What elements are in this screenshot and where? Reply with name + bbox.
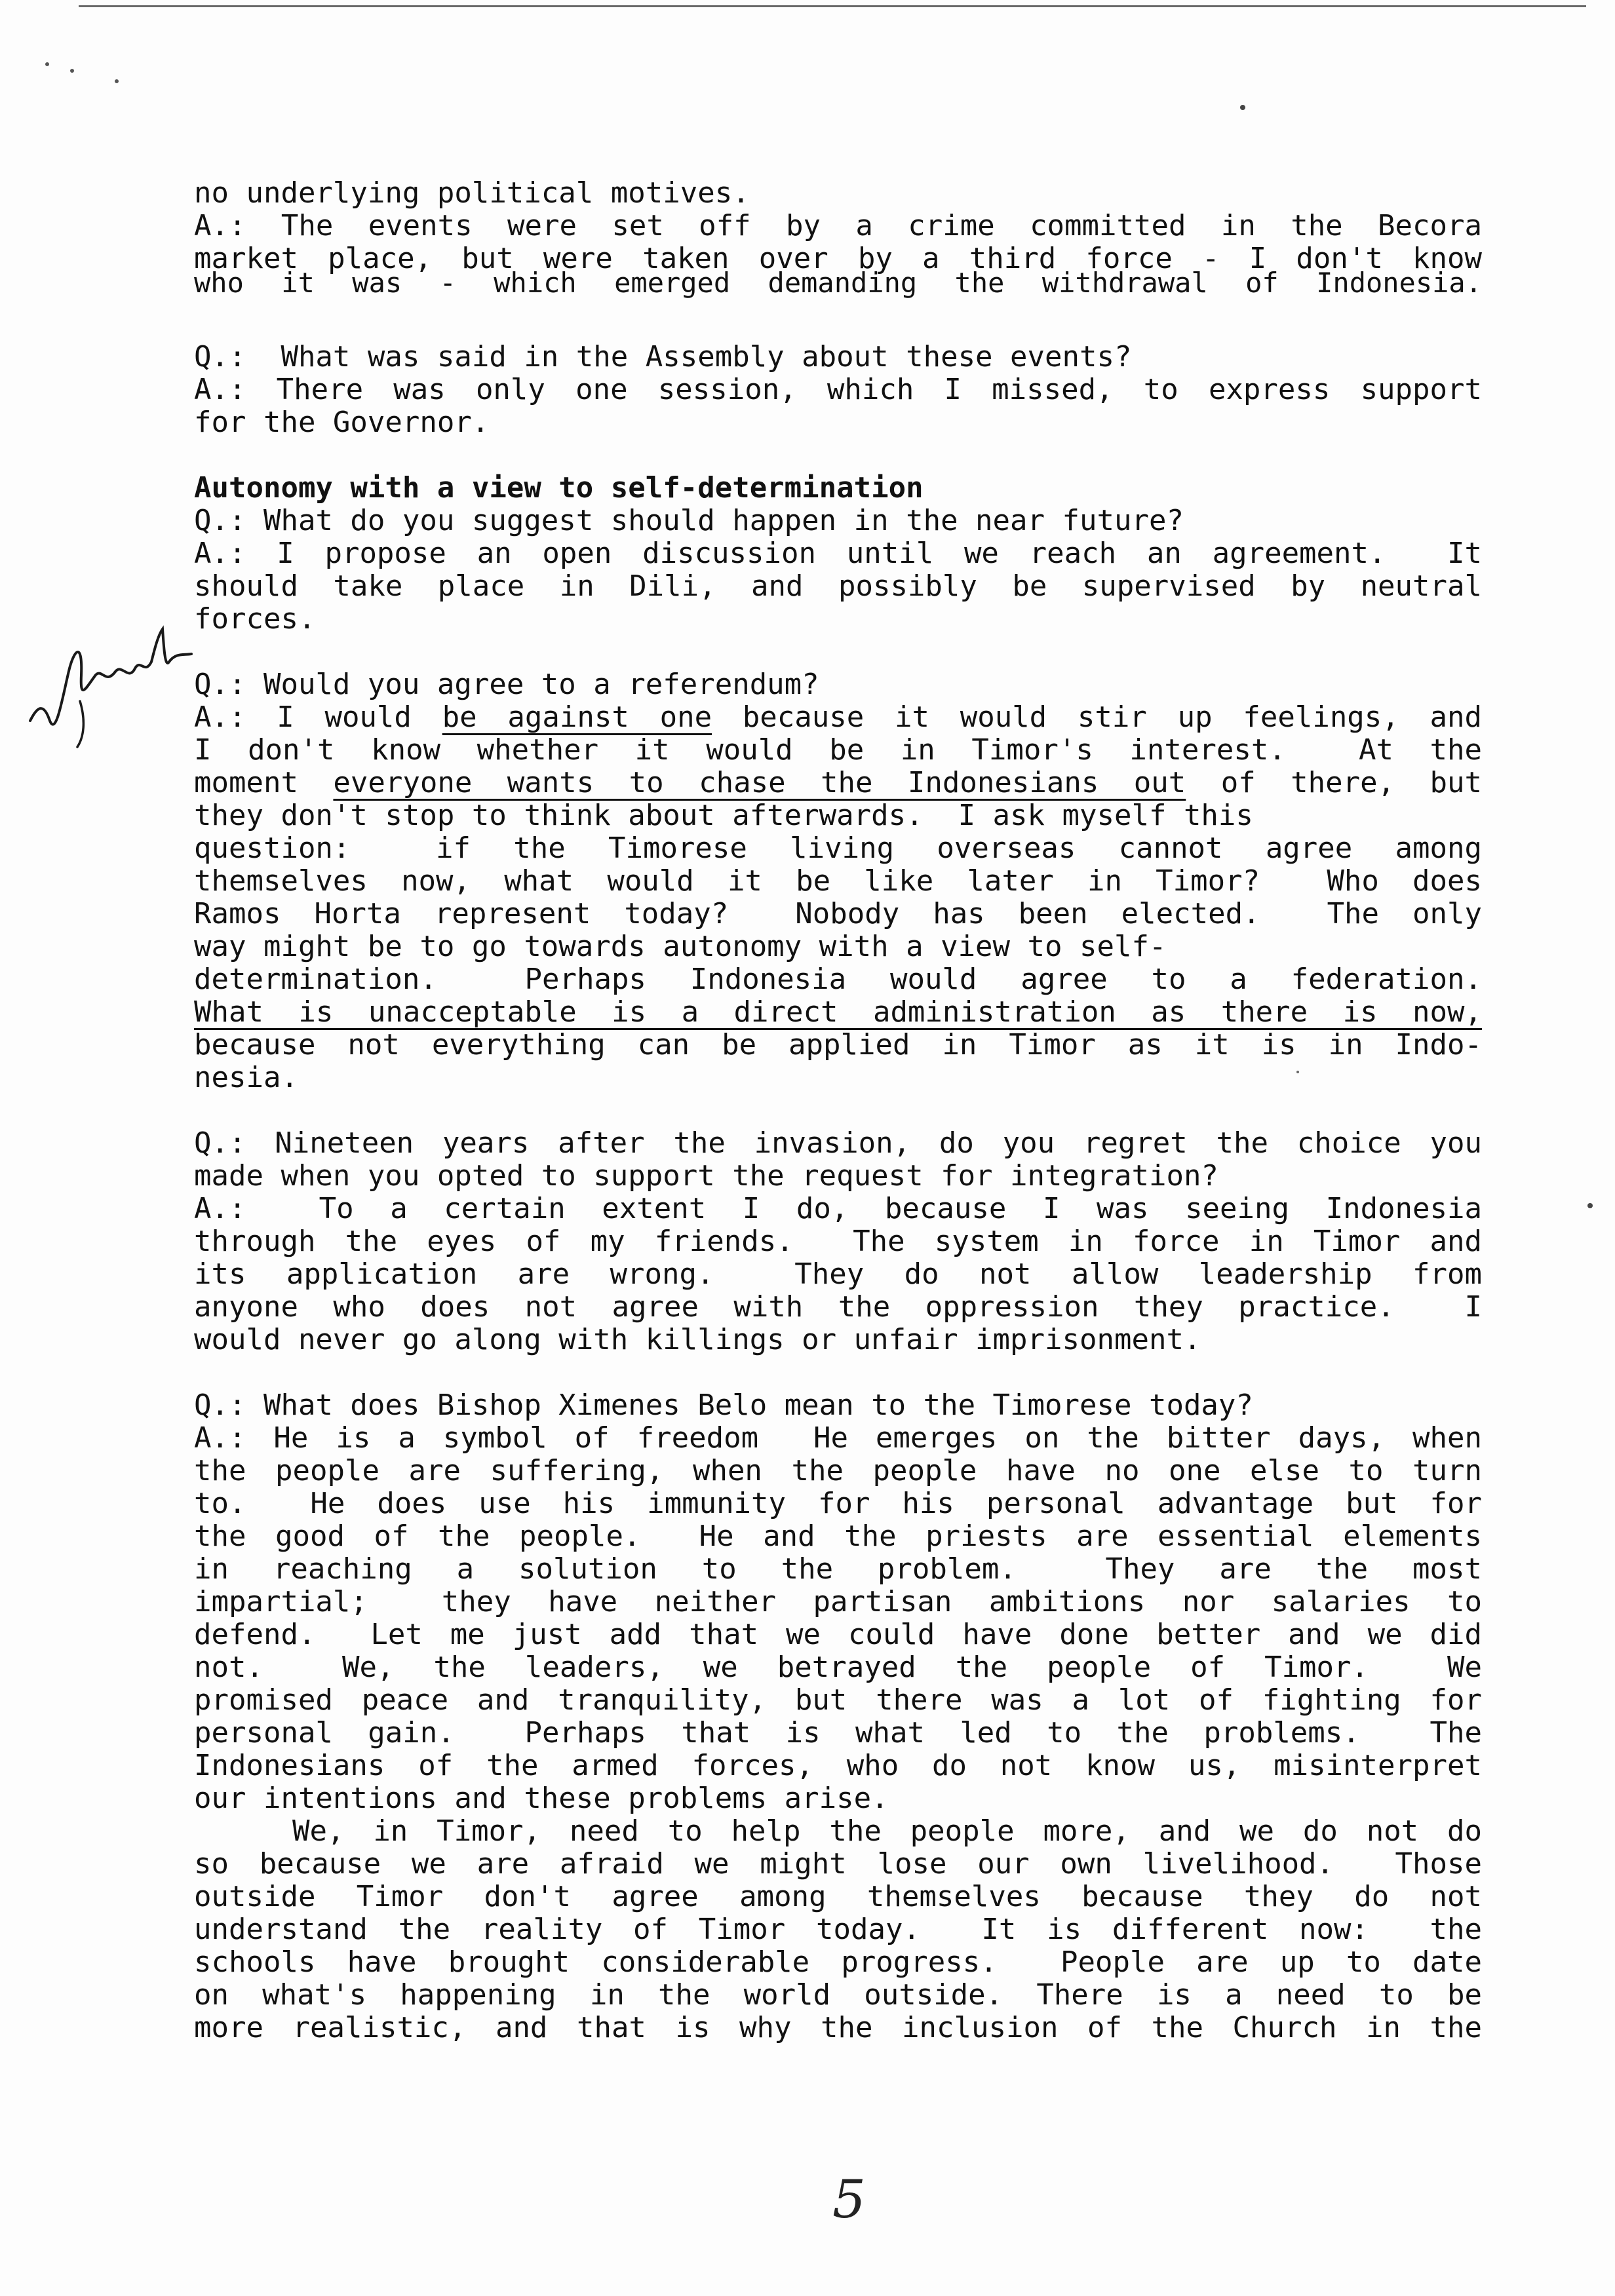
text-line: Q.: What does Bishop Ximenes Belo mean to the Timorese today?: [194, 1388, 1253, 1422]
paragraph-gap: [194, 636, 1482, 668]
text-line: made when you opted to support the request for integration?: [194, 1159, 1218, 1193]
page-number: 5: [832, 2169, 866, 2230]
text-line: our intentions and these problems arise.: [194, 1782, 889, 1815]
text-line: understand the reality of Timor today. It is different now: the: [194, 1913, 1482, 1946]
text-line: who it was - which emerged demanding the withdrawal of Indonesia.: [194, 267, 1482, 299]
text-line: promised peace and tranquility, but there was a lot of fighting for: [194, 1683, 1482, 1717]
text-line: defend. Let me just add that we could have done better and we did: [194, 1618, 1482, 1651]
text-line: impartial; they have neither partisan ambitions nor salaries to: [194, 1585, 1482, 1618]
text-line: on what's happening in the world outside. There is a need to be: [194, 1978, 1482, 2012]
text-line: outside Timor don't agree among themselves because they do not: [194, 1880, 1482, 1913]
text-line: more realistic, and that is why the inclusion of the Church in the: [194, 2011, 1482, 2044]
text-line: forces.: [194, 602, 316, 636]
text-line: A.: I propose an open discussion until we reach an agreement. It: [194, 537, 1482, 570]
text-line: for the Governor.: [194, 406, 490, 439]
text-line: question: if the Timorese living overseas cannot agree among: [194, 832, 1482, 865]
text-line: [194, 701, 1482, 734]
text-line: A.: He is a symbol of freedom He emerges on the bitter days, when: [194, 1421, 1482, 1455]
text-line: A.: The events were set off by a crime committed in the Becora: [194, 209, 1482, 242]
text-line: A.: There was only one session, which I missed, to express support: [194, 373, 1482, 406]
text-line: Q.: Nineteen years after the invasion, do you regret the choice you: [194, 1126, 1482, 1160]
text-line: so because we are afraid we might lose our own livelihood. Those: [194, 1847, 1482, 1881]
document-body: [194, 177, 1482, 2044]
text-line: through the eyes of my friends. The system in force in Timor and: [194, 1225, 1482, 1258]
text-line: no underlying political motives.: [194, 176, 750, 210]
paragraph-gap: [194, 1094, 1482, 1127]
section-heading: Autonomy with a view to self-determination: [194, 471, 924, 505]
text-segment: of there, but: [1186, 766, 1482, 799]
text-line: way might be to go towards autonomy with a view to self-: [194, 930, 1167, 963]
underlined-phrase: everyone wants to chase the Indonesians out: [333, 766, 1186, 799]
text-line: the good of the people. He and the priests are essential elements: [194, 1520, 1482, 1553]
text-line: to. He does use his immunity for his personal advantage but for: [194, 1487, 1482, 1520]
paragraph-gap: [194, 324, 1482, 341]
text-line: I don't know whether it would be in Timor's interest. At the: [194, 733, 1482, 767]
text-line: Q.: What do you suggest should happen in the near future?: [194, 504, 1184, 537]
text-line: its application are wrong. They do not allow leadership from: [194, 1257, 1482, 1291]
text-line: would never go along with killings or unfair imprisonment.: [194, 1323, 1201, 1356]
paragraph-gap: [194, 1356, 1482, 1389]
text-line: should take place in Dili, and possibly be supervised by neutral: [194, 569, 1482, 603]
text-line: We, in Timor, need to help the people more, and we do not do: [292, 1814, 1482, 1848]
text-line: schools have brought considerable progress. People are up to date: [194, 1945, 1482, 1979]
text-segment: A.: I would: [194, 700, 442, 734]
text-line: nesia.: [194, 1061, 298, 1094]
text-line: because not everything can be applied in Timor as it is in Indo-: [194, 1028, 1482, 1062]
text-line: anyone who does not agree with the oppression they practice. I: [194, 1290, 1482, 1324]
text-line: Q.: What was said in the Assembly about these events?: [194, 340, 1132, 373]
text-line: market place, but were taken over by a third force - I don't know: [194, 242, 1482, 275]
underlined-phrase: be against one: [442, 700, 712, 734]
text-line: Q.: Would you agree to a referendum?: [194, 668, 819, 701]
handwritten-margin-note: [24, 622, 194, 754]
text-line: [194, 767, 1482, 799]
text-line: themselves now, what would it be like later in Timor? Who does: [194, 864, 1482, 898]
text-line: the people are suffering, when the people have no one else to turn: [194, 1454, 1482, 1487]
text-line: they don't stop to think about afterwards. I ask myself this: [194, 799, 1253, 832]
text-line: personal gain. Perhaps that is what led to the problems. The: [194, 1716, 1482, 1750]
underlined-line: What is unacceptable is a direct administration as there is now,: [194, 995, 1482, 1029]
text-line: A.: To a certain extent I do, because I was seeing Indonesia: [194, 1192, 1482, 1225]
text-line: determination. Perhaps Indonesia would agree to a federation.: [194, 963, 1482, 996]
text-line: Ramos Horta represent today? Nobody has been elected. The only: [194, 897, 1482, 930]
text-line: Indonesians of the armed forces, who do not know us, misinterpret: [194, 1749, 1482, 1782]
text-segment: moment: [194, 766, 334, 799]
text-line: in reaching a solution to the problem. They are the most: [194, 1552, 1482, 1586]
text-segment: because it would stir up feelings, and: [712, 700, 1482, 734]
paragraph-gap: [194, 439, 1482, 472]
text-line: not. We, the leaders, we betrayed the people of Timor. We: [194, 1651, 1482, 1684]
